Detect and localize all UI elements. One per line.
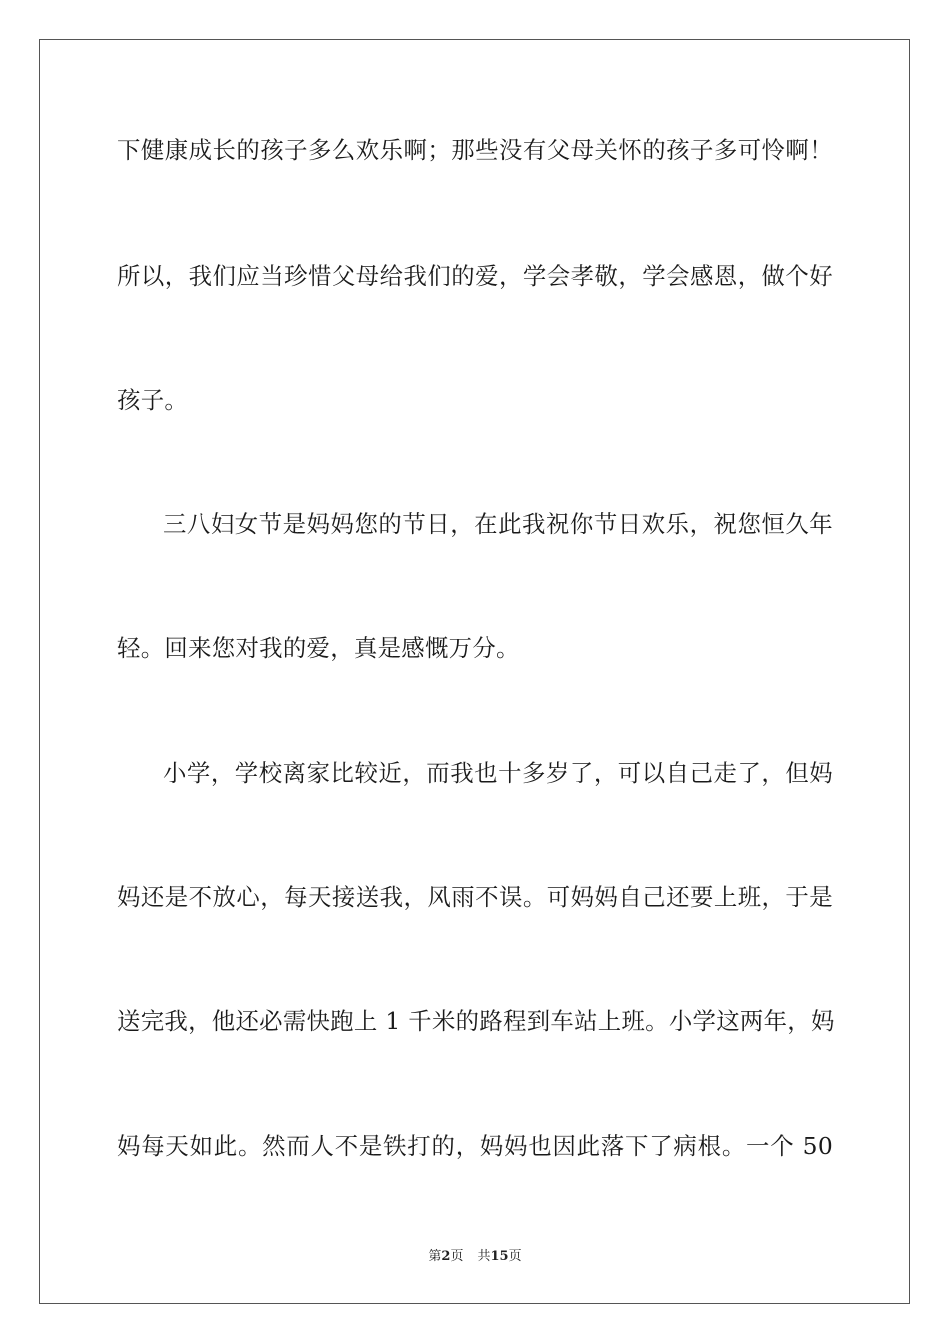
footer-page-suffix: 页 [450,1249,464,1264]
page-footer [0,1248,950,1266]
text-line: 三八妇女节是妈妈您的节日，在此我祝你节日欢乐，祝您恒久年 [163,510,833,538]
text-line: 妈每天如此。然而人不是铁打的，妈妈也因此落下了病根。一个 50 [117,1132,833,1160]
text-line: 小学，学校离家比较近，而我也十多岁了，可以自己走了，但妈 [163,759,833,787]
footer-total-prefix: 共 [477,1249,491,1264]
text-line: 孩子。 [117,386,189,414]
footer-total-suffix: 页 [508,1249,522,1264]
text-line: 轻。回来您对我的爱，真是感慨万分。 [117,634,520,662]
total-pages-number: 15 [490,1249,509,1264]
text-line: 送完我，他还必需快跑上 1 千米的路程到车站上班。小学这两年，妈 [117,1007,835,1035]
current-page-number: 2 [441,1249,451,1264]
page-border [39,39,910,1304]
text-line: 妈还是不放心，每天接送我，风雨不误。可妈妈自己还要上班，于是 [117,883,833,911]
text-line: 下健康成长的孩子多么欢乐啊；那些没有父母关怀的孩子多可怜啊！ [117,136,833,164]
footer-prefix: 第 [428,1249,442,1264]
text-line: 所以，我们应当珍惜父母给我们的爱，学会孝敬，学会感恩，做个好 [117,262,833,290]
